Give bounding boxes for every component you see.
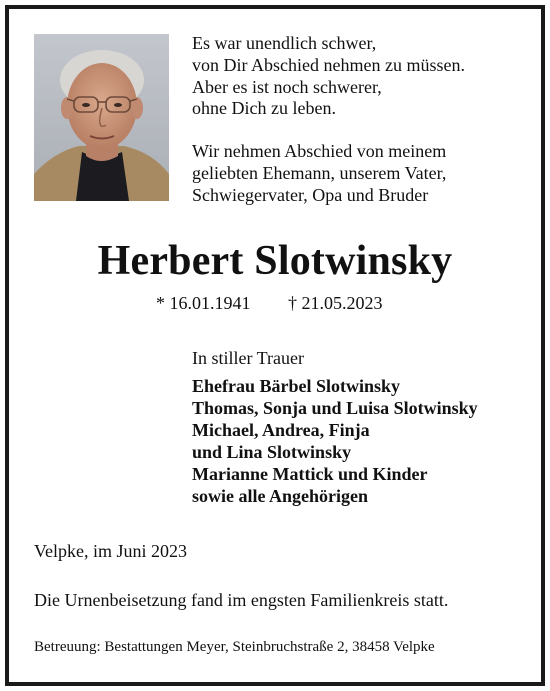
- death-date: † 21.05.2023: [288, 293, 383, 313]
- poem-line: Aber es ist noch schwerer,: [192, 76, 382, 97]
- deceased-name: Herbert Slotwinsky: [97, 238, 453, 284]
- mourner-line: und Lina Slotwinsky: [192, 442, 352, 462]
- poem-line: von Dir Abschied nehmen zu müssen.: [192, 54, 465, 75]
- burial-note: Die Urnenbeisetzung fand im engsten Familienkreis statt.: [34, 590, 449, 610]
- poem-line: ohne Dich zu leben.: [192, 98, 336, 119]
- mourner-line: Thomas, Sonja und Luisa Slotwinsky: [192, 398, 478, 418]
- place-date: Velpke, im Juni 2023: [34, 541, 187, 561]
- mourner-line: Ehefrau Bärbel Slotwinsky: [192, 376, 401, 396]
- birth-date: * 16.01.1941: [156, 293, 251, 313]
- poem-line: Es war unendlich schwer,: [192, 33, 377, 53]
- mourner-line: Marianne Mattick und Kinder: [192, 464, 428, 484]
- portrait-photo-icon: [34, 34, 169, 201]
- mourner-line: Michael, Andrea, Finja: [192, 420, 370, 440]
- farewell-line: geliebten Ehemann, unserem Vater,: [192, 162, 447, 183]
- poem: [192, 33, 522, 207]
- farewell-line: Schwiegervater, Opa und Bruder: [192, 184, 429, 205]
- farewell-line: Wir nehmen Abschied von meinem: [192, 141, 447, 162]
- funeral-home-note: Betreuung: Bestattungen Meyer, Steinbruchstraße 2, 38458 Velpke: [34, 639, 435, 655]
- mourner-line: sowie alle Angehörigen: [192, 486, 368, 506]
- mourning-intro: In stiller Trauer: [192, 348, 304, 368]
- mourners-list: [192, 375, 478, 507]
